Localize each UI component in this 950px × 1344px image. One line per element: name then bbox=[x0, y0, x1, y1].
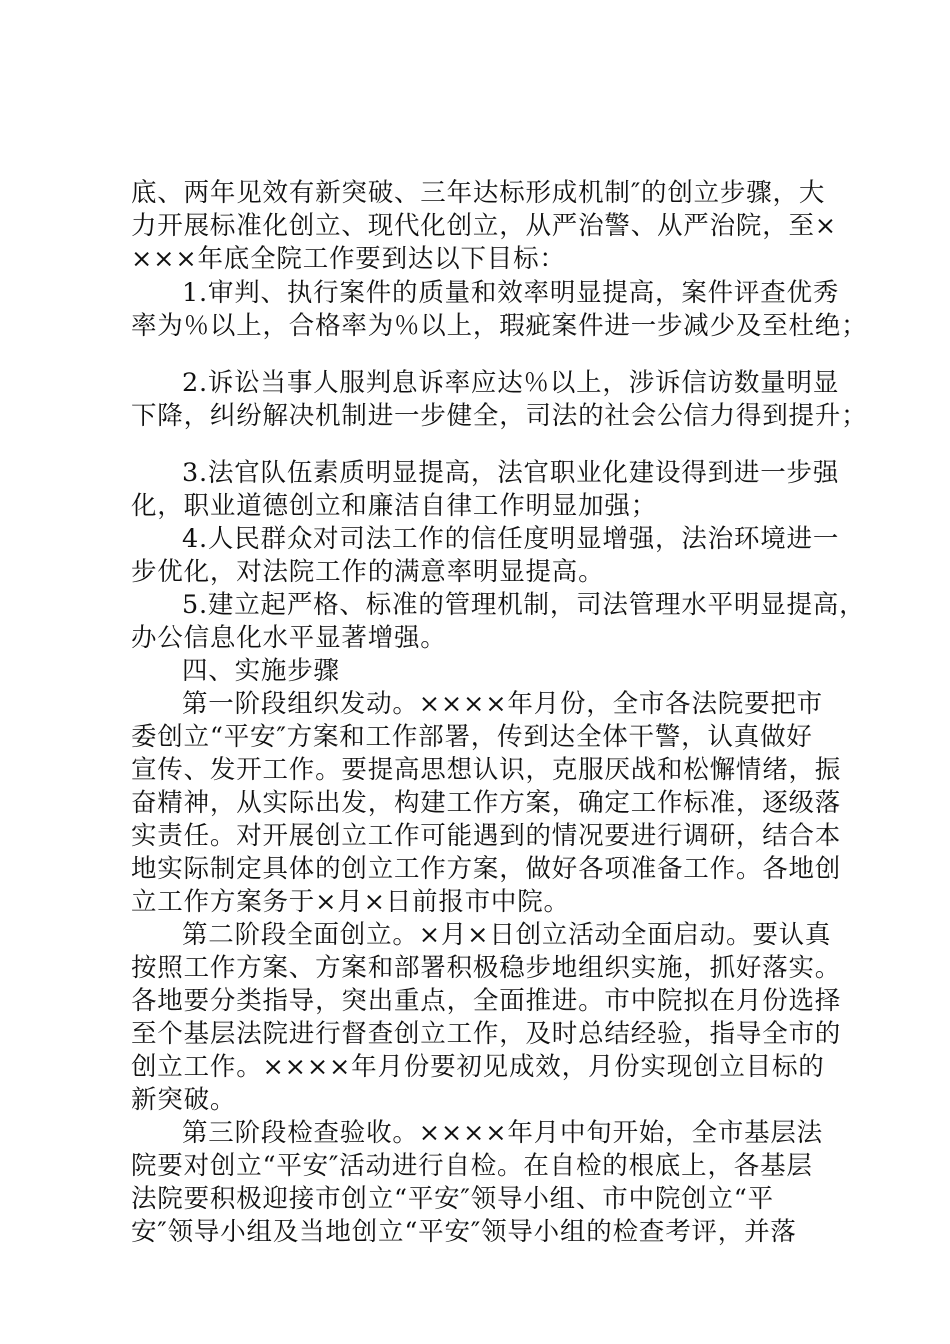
text-line: 按照工作方案、方案和部署积极稳步地组织实施，抓好落实。 bbox=[131, 953, 842, 983]
list-item-4: 4.人民群众对司法工作的信任度明显增强，法治环境进一 bbox=[182, 524, 840, 554]
text-line: 委创立“平安″方案和工作部署，传到达全体干警，认真做好 bbox=[131, 722, 813, 752]
text-line: 奋精神，从实际出发，构建工作方案，确定工作标准，逐级落 bbox=[131, 788, 842, 818]
text-line: 步优化，对法院工作的满意率明显提高。 bbox=[131, 557, 605, 587]
text-line: 力开展标准化创立、现代化创立，从严治警、从严治院，至× bbox=[131, 211, 837, 241]
text-line: 创立工作。××××年月份要初见成效，月份实现创立目标的 bbox=[131, 1052, 825, 1082]
text-line: 底、两年见效有新突破、三年达标形成机制″的创立步骤，大 bbox=[131, 178, 826, 208]
text-line: 下降，纠纷解决机制进一步健全，司法的社会公信力得到提升； bbox=[131, 401, 868, 431]
paragraph-stage-1: 第一阶段组织发动。××××年月份，全市各法院要把市 bbox=[182, 689, 823, 719]
text-line: 宣传、发开工作。要提高思想认识，克服厌战和松懈情绪，振 bbox=[131, 755, 842, 785]
text-line: 办公信息化水平显著增强。 bbox=[131, 623, 447, 653]
text-line: 安″领导小组及当地创立“平安″领导小组的检查考评，并落 bbox=[131, 1217, 797, 1247]
text-line: 各地要分类指导，突出重点，全面推进。市中院拟在月份选择 bbox=[131, 986, 842, 1016]
list-item-3: 3.法官队伍素质明显提高，法官职业化建设得到进一步强 bbox=[182, 458, 840, 488]
section-heading: 四、实施步骤 bbox=[182, 656, 340, 686]
text-line: 实责任。对开展创立工作可能遇到的情况要进行调研，结合本 bbox=[131, 821, 842, 851]
list-item-2: 2.诉讼当事人服判息诉率应达％以上，涉诉信访数量明显 bbox=[182, 368, 840, 398]
list-item-5: 5.建立起严格、标准的管理机制，司法管理水平明显提高， bbox=[182, 590, 866, 620]
paragraph-stage-3: 第三阶段检查验收。××××年月中旬开始，全市基层法 bbox=[182, 1118, 823, 1148]
list-item-1: 1.审判、执行案件的质量和效率明显提高，案件评查优秀 bbox=[182, 278, 840, 308]
text-line: 立工作方案务于×月×日前报市中院。 bbox=[131, 887, 570, 917]
text-line: 化，职业道德创立和廉洁自律工作明显加强； bbox=[131, 491, 658, 521]
text-line: 法院要积极迎接市创立“平安″领导小组、市中院创立“平 bbox=[131, 1184, 774, 1214]
text-line: 院要对创立“平安″活动进行自检。在自检的根底上，各基层 bbox=[131, 1151, 813, 1181]
text-line: 新突破。 bbox=[131, 1085, 237, 1115]
text-line: 率为％以上，合格率为％以上，瑕疵案件进一步减少及至杜绝； bbox=[131, 311, 868, 341]
text-line: 地实际制定具体的创立工作方案，做好各项准备工作。各地创 bbox=[131, 854, 842, 884]
text-line: ×××年底全院工作要到达以下目标： bbox=[131, 244, 566, 274]
text-line: 至个基层法院进行督查创立工作，及时总结经验，指导全市的 bbox=[131, 1019, 842, 1049]
paragraph-stage-2: 第二阶段全面创立。×月×日创立活动全面启动。要认真 bbox=[182, 920, 832, 950]
